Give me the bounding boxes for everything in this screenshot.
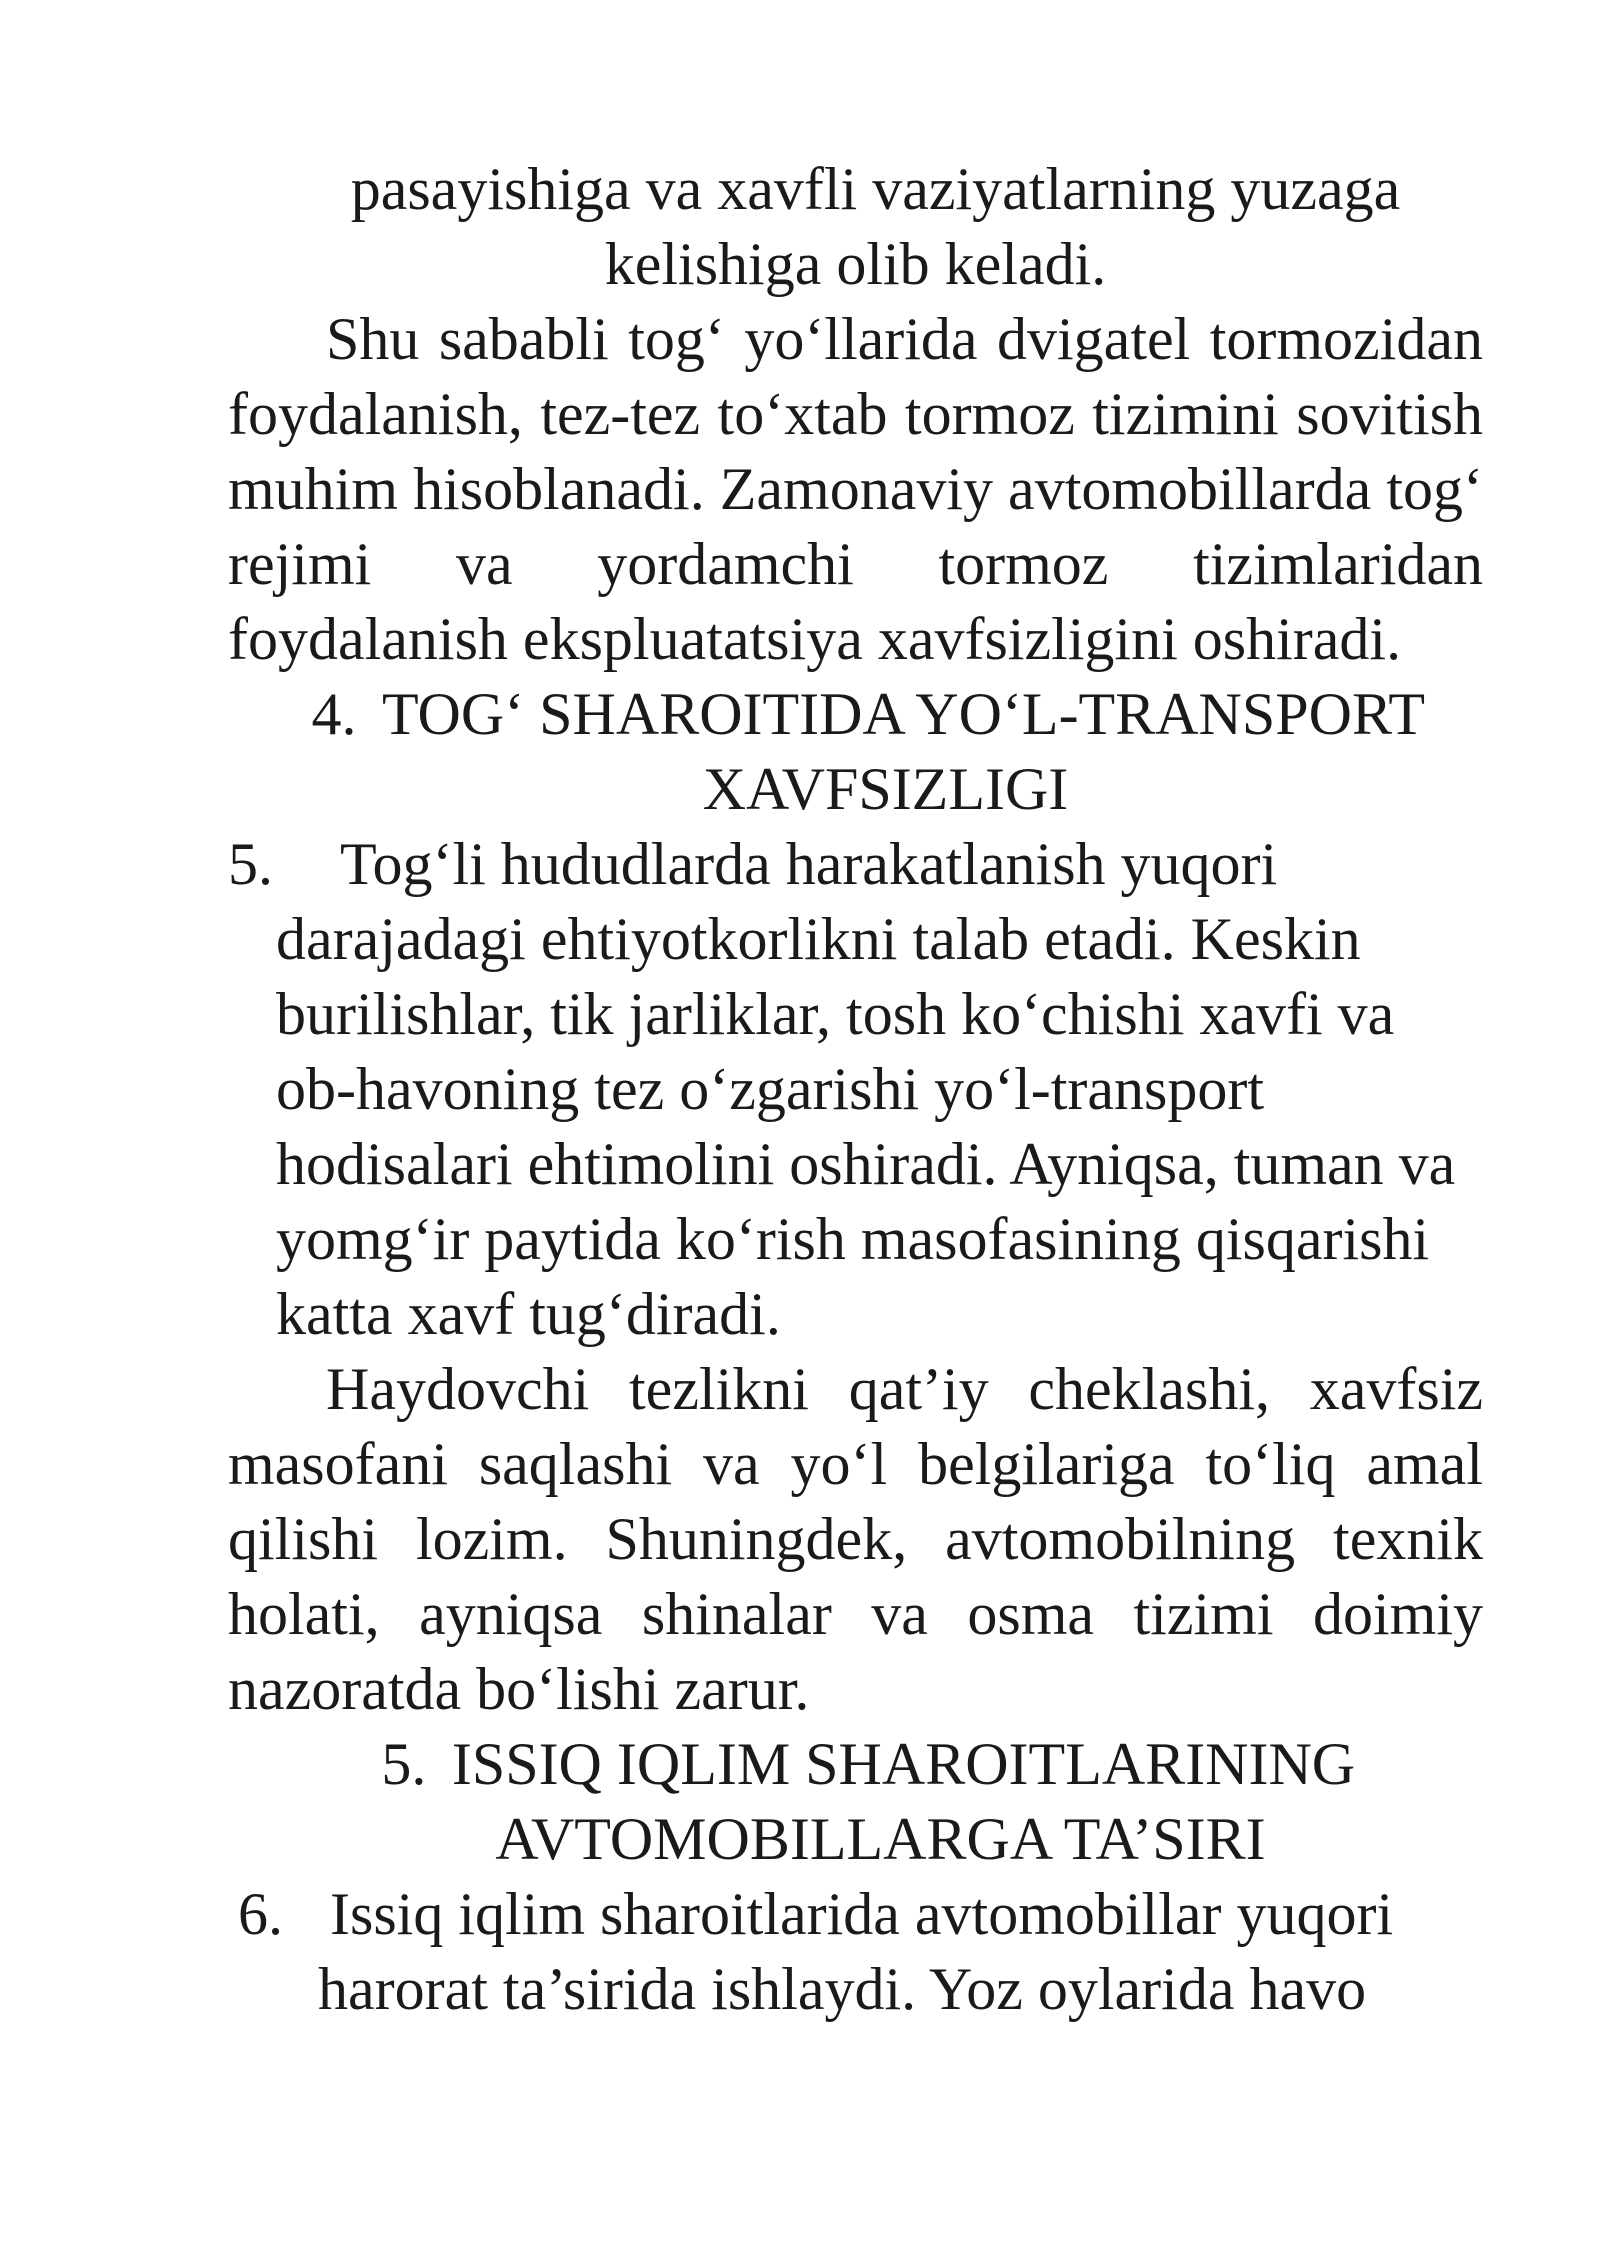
document-page [228,152,1483,2027]
list-item-5 [228,827,1483,1352]
section-heading-5 [228,1727,1483,1877]
list-item-5-text: Tog‘li hududlarda harakatlanish yuqori darajadagi ehtiyotkorlikni talab etadi. Keskin burilishlar, tik jarliklar, tosh ko‘chishi xavfi va ob-havoning tez o‘zgarishi yo‘l-transport hodisalari ehtimolini oshiradi. Ayniqsa, tuman va yomg‘ir paytida ko‘rish masofasining qisqarishi katta xavf tug‘diradi. [276,831,1456,1347]
section-5-title-line2: AVTOMOBILLARGA TA’SIRI [495,1806,1266,1872]
list-item-6-line1: Issiq iqlim sharoitlarida avtomobillar yuqori [330,1881,1394,1947]
list-item-5-number: 5. [228,831,273,897]
top-paragraph-line2: kelishiga olib keladi. [604,231,1107,297]
paragraph-driver: Haydovchi tezlikni qat’iy cheklashi, xavfsiz masofani saqlashi va yo‘l belgilariga to‘liq amal qilishi lozim. Shuningdek, avtomobilning texnik holati, ayniqsa shinalar va osma tizimi doimiy nazoratda bo‘lishi zarur. [228,1356,1483,1722]
section-5-title-line1: ISSIQ IQLIM SHAROITLARINING [451,1731,1356,1797]
section-4-number: 4. [311,681,357,747]
top-paragraph-line1: pasayishiga va xavfli vaziyatlarning yuzaga [350,156,1401,222]
section-4-title-line1: TOG‘ SHAROITIDA YO‘L-TRANSPORT [381,681,1426,747]
section-5-number: 5. [381,1731,427,1797]
section-4-title-line2: XAVFSIZLIGI [702,756,1069,822]
list-item-6 [228,1877,1483,2027]
list-item-6-line2: harorat ta’sirida ishlaydi. Yoz oylarida havo [318,1956,1367,2022]
paragraph-mountain-brakes: Shu sababli tog‘ yo‘llarida dvigatel tormozidan foydalanish, tez-tez to‘xtab tormoz tizimini sovitish muhim hisoblanadi. Zamonaviy avtomobillarda tog‘ rejimi va yordamchi tormoz tizimlaridan foydalanish ekspluatatsiya xavfsizligini oshiradi. [228,306,1483,672]
list-item-6-number: 6. [238,1881,283,1947]
top-paragraph [228,152,1483,302]
section-heading-4 [228,677,1483,827]
